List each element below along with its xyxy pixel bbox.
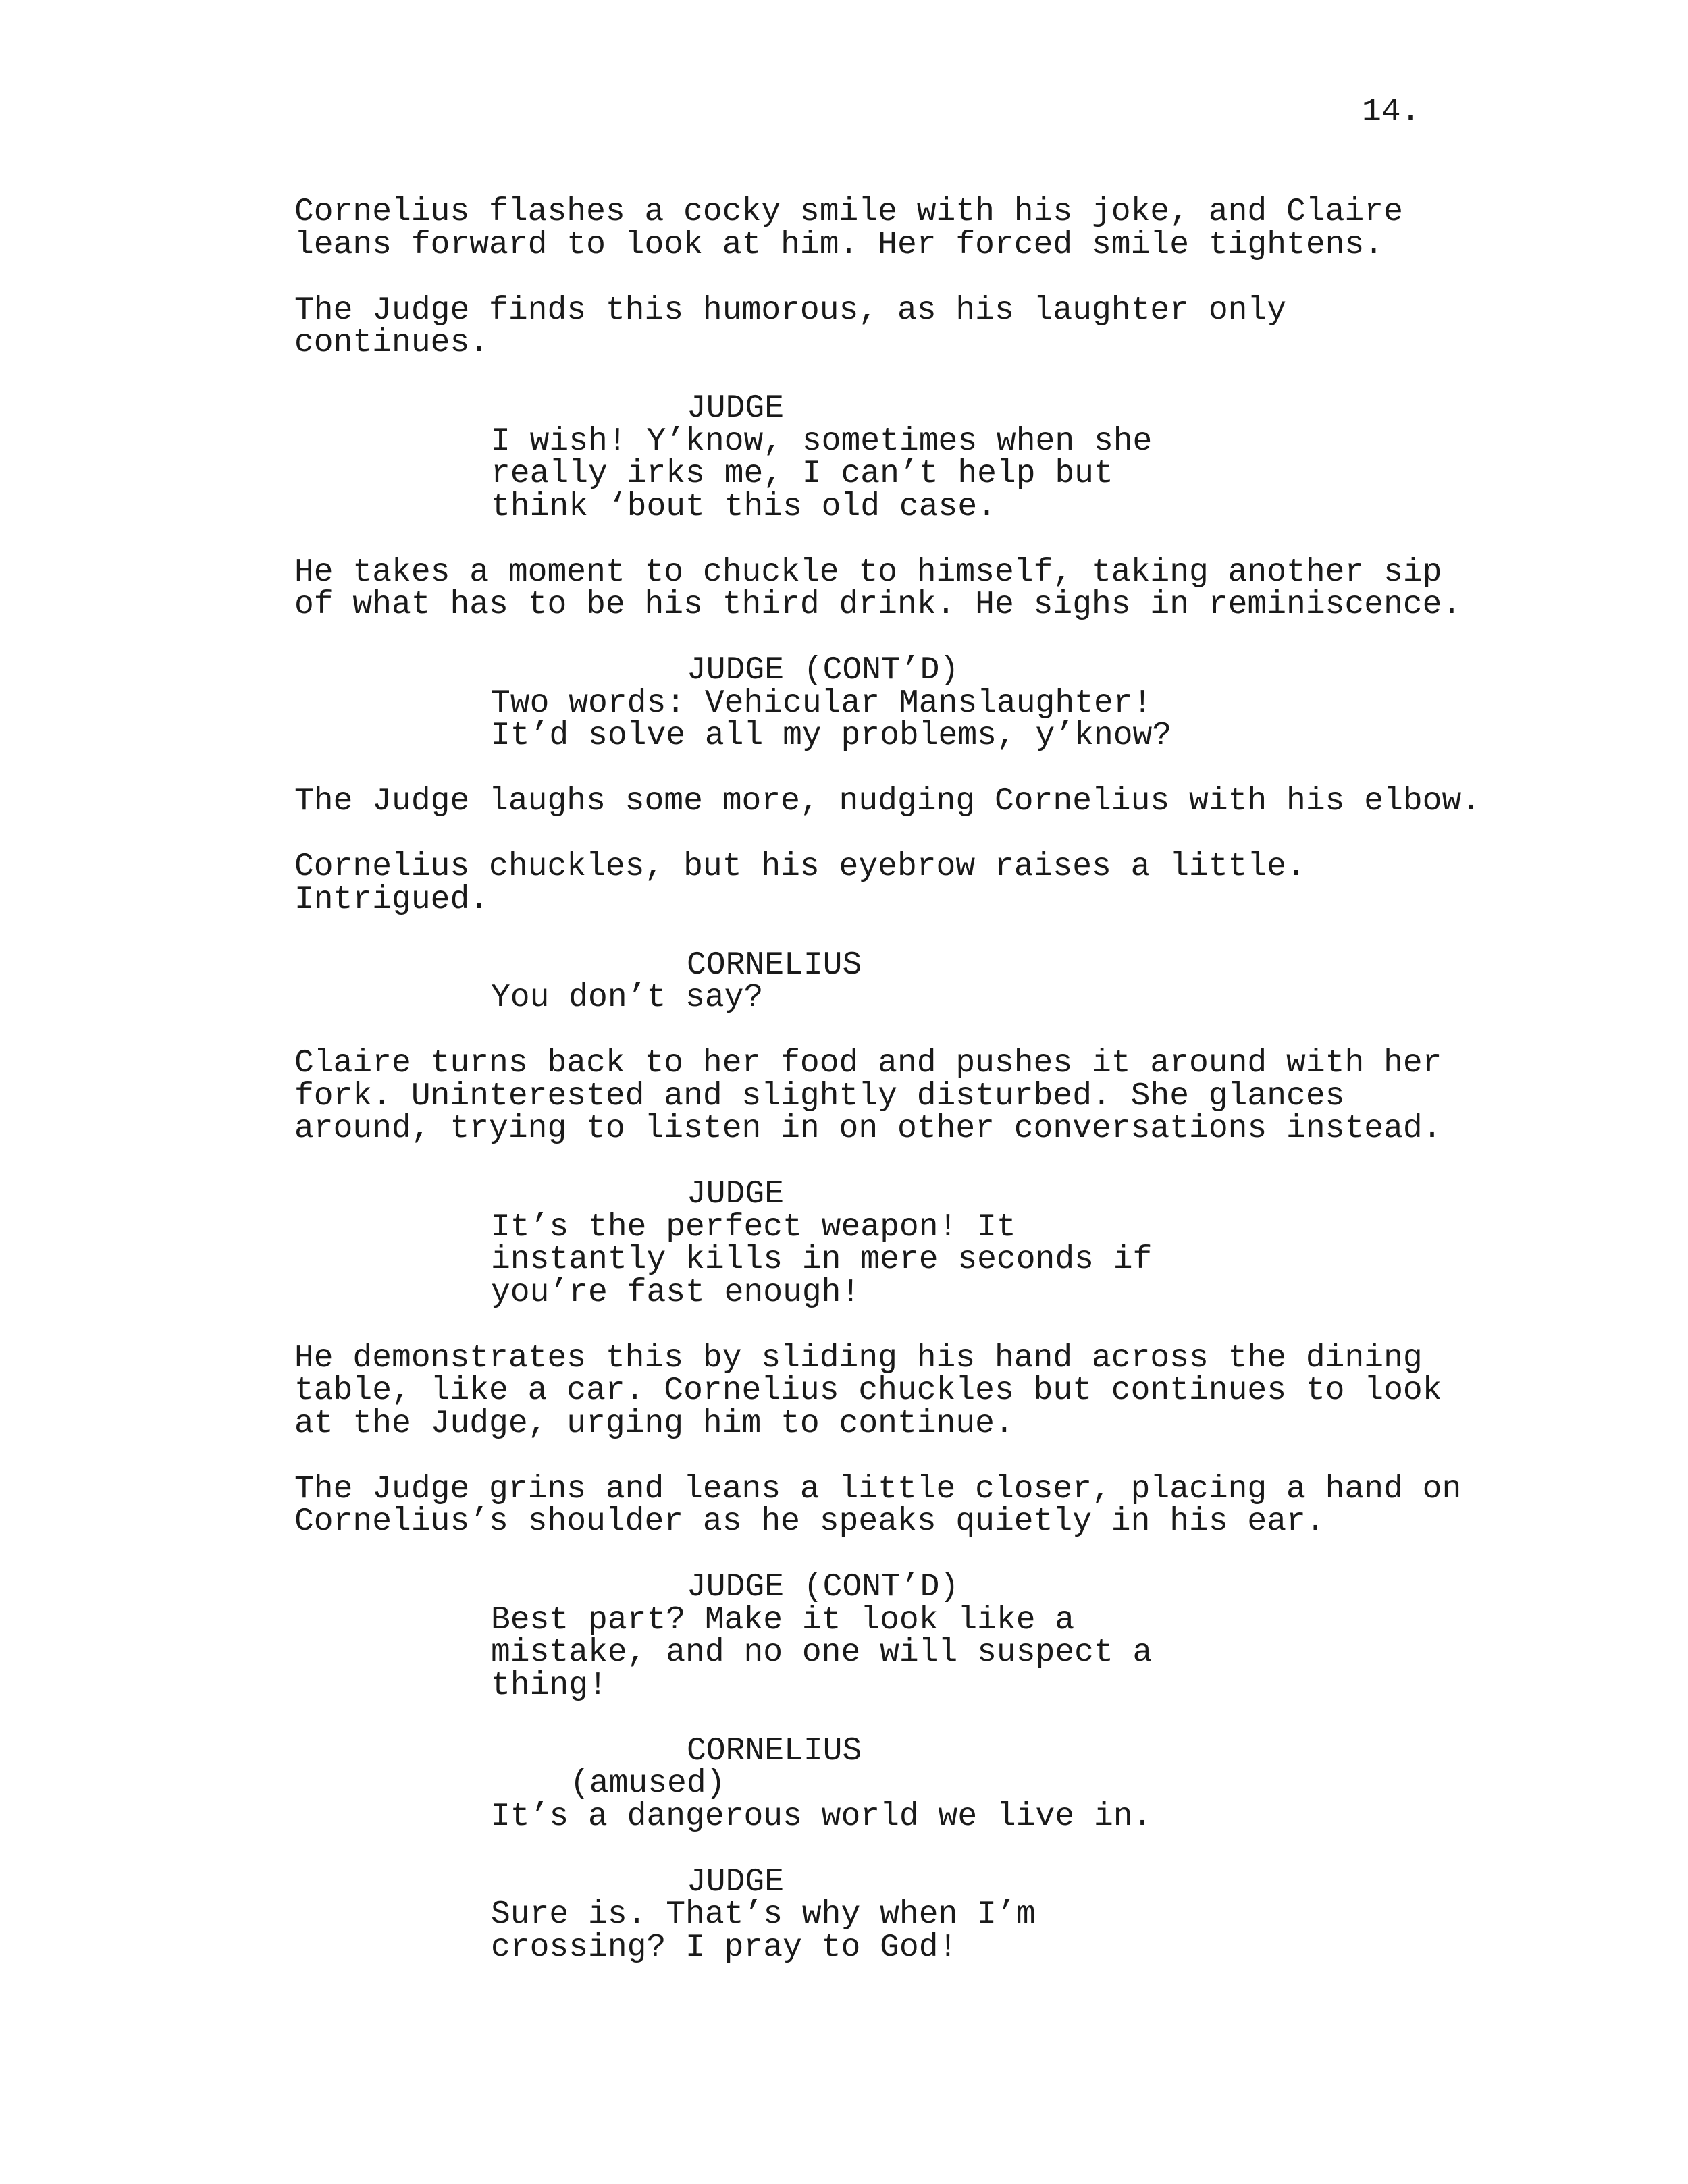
action-line: around, trying to listen in on other conversations instead. xyxy=(294,1111,1442,1147)
action-line: The Judge finds this humorous, as his laughter only xyxy=(294,292,1287,329)
dialogue-line: crossing? I pray to God! xyxy=(491,1929,958,1966)
action-line: He demonstrates this by sliding his hand across the dining xyxy=(294,1339,1423,1377)
dialogue-line: really irks me, I can’t help but xyxy=(491,456,1113,492)
action-line: at the Judge, urging him to continue. xyxy=(294,1405,1014,1442)
character-line: CORNELIUS xyxy=(687,1732,862,1769)
action-line: Claire turns back to her food and pushes it around with her xyxy=(294,1045,1442,1082)
dialogue-line: I wish! Y’know, sometimes when she xyxy=(491,423,1153,460)
dialogue-line: you’re fast enough! xyxy=(491,1274,861,1311)
page-number: 14. xyxy=(1362,94,1421,130)
character-line: JUDGE xyxy=(687,1863,785,1900)
parenthetical-line: (amused) xyxy=(570,1765,726,1802)
dialogue-line: It’d solve all my problems, y’know? xyxy=(491,718,1172,754)
action-line: Cornelius’s shoulder as he speaks quietly in his ear. xyxy=(294,1503,1325,1540)
action-line: fork. Uninterested and slightly disturbed. She glances xyxy=(294,1077,1345,1115)
character-line: JUDGE (CONT’D) xyxy=(687,652,959,689)
action-line: The Judge laughs some more, nudging Cornelius with his elbow. xyxy=(294,783,1481,820)
dialogue-line: Sure is. That’s why when I’m xyxy=(491,1896,1036,1933)
character-line: JUDGE xyxy=(687,1176,785,1213)
dialogue-line: instantly kills in mere seconds if xyxy=(491,1242,1153,1278)
action-line: leans forward to look at him. Her forced smile tightens. xyxy=(294,226,1384,263)
character-line: CORNELIUS xyxy=(687,947,862,984)
action-line: Intrigued. xyxy=(294,881,490,918)
action-line: The Judge grins and leans a little closer, placing a hand on xyxy=(294,1470,1462,1508)
action-line: continues. xyxy=(294,325,490,361)
action-line: Cornelius flashes a cocky smile with his joke, and Claire xyxy=(294,194,1403,230)
dialogue-line: It’s the perfect weapon! It xyxy=(491,1208,1016,1246)
action-line: table, like a car. Cornelius chuckles but continues to look xyxy=(294,1373,1442,1409)
dialogue-line: mistake, and no one will suspect a xyxy=(491,1634,1153,1671)
action-line: He takes a moment to chuckle to himself, taking another sip xyxy=(294,554,1442,591)
dialogue-line: think ‘bout this old case. xyxy=(491,488,997,525)
dialogue-line: thing! xyxy=(491,1667,608,1704)
dialogue-line: Two words: Vehicular Manslaughter! xyxy=(491,685,1153,722)
dialogue-line: You don’t say? xyxy=(491,980,764,1016)
action-line: Cornelius chuckles, but his eyebrow raises a little. xyxy=(294,849,1306,885)
character-line: JUDGE (CONT’D) xyxy=(687,1569,959,1605)
dialogue-line: Best part? Make it look like a xyxy=(491,1601,1075,1639)
dialogue-line: It’s a dangerous world we live in. xyxy=(491,1798,1153,1835)
character-line: JUDGE xyxy=(687,390,785,427)
action-line: of what has to be his third drink. He sighs in reminiscence. xyxy=(294,587,1462,623)
